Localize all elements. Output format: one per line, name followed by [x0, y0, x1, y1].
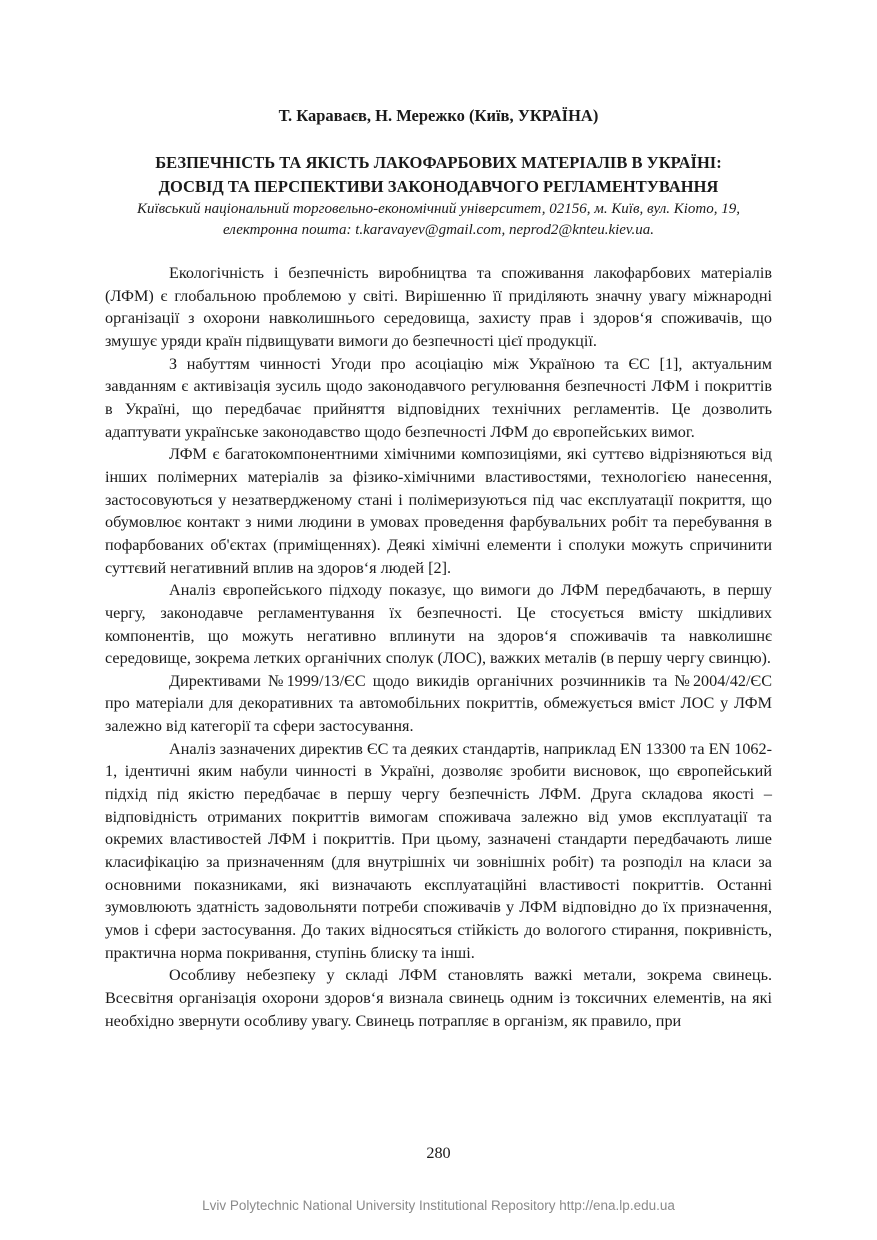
affiliation-line-2: електронна пошта: t.karavayev@gmail.com, neprod2@knteu.kiev.ua. — [223, 222, 654, 238]
paragraph-2: З набуттям чинності Угоди про асоціацію між Україною та ЄС [1], актуальним завданням є активізація зусиль щодо законодавчого регулювання безпечності ЛФМ і покриттів в Україні, що передбачає прийняття відповідних технічних регламентів. Це дозволить адаптувати українське законодавство щодо безпечності ЛФМ до європейських вимог. — [105, 354, 772, 441]
title-line-2: ДОСВІД ТА ПЕРСПЕКТИВИ ЗАКОНОДАВЧОГО РЕГЛАМЕНТУВАННЯ — [158, 177, 719, 196]
paragraph-7: Особливу небезпеку у складі ЛФМ становлять важкі метали, зокрема свинець. Всесвітня організація охорони здоров‘я визнала свинець одним із токсичних елементів, на які необхідно звернути особливу увагу. Свинець потрапляє в організм, як правило, при — [105, 966, 772, 1030]
repository-footer: Lviv Polytechnic National University Institutional Repository http://ena.lp.edu.ua — [202, 1198, 675, 1213]
paragraph-6: Аналіз зазначених директив ЄС та деяких стандартів, наприклад EN 13300 та EN 1062-1, ідентичні яким набули чинності в Україні, дозволяє зробити висновок, що європейський підхід під якістю передбачає в першу чергу безпечність ЛФМ. Друга складова якості – відповідність отриманих покриттів вимогам споживача залежно від умов експлуатації та окремих властивостей ЛФМ і покриттів. При цьому, зазначені стандарти передбачають лише класифікацію за призначенням (для внутрішніх чи зовнішніх робіт) та розподіл на класи за основними показниками, які визначають експлуатаційні властивості покриттів. Останні зумовлюють здатність задовольняти потреби споживачів у ЛФМ відповідно до їх призначення, умов і сфери застосування. До таких відносяться стійкість до вологого стирання, покривність, практична норма покривання, ступінь блиску та інші. — [105, 739, 772, 962]
paragraph-1: Екологічність і безпечність виробництва та споживання лакофарбових матеріалів (ЛФМ) є глобальною проблемою у світі. Вирішенню її приділяють значну увагу міжнародні організації з охорони навколишнього середовища, захисту прав і здоров‘я споживачів, що змушує уряди країн підвищувати вимоги до безпечності цієї продукції. — [105, 264, 772, 350]
paper-title — [0, 151, 877, 199]
body-text — [105, 262, 772, 1032]
affiliation — [0, 199, 877, 241]
paragraph-5: Директивами №1999/13/ЄС щодо викидів органічних розчинників та №2004/42/ЄС про матеріали для декоративних та автомобільних покриттів, обмежується вміст ЛОС у ЛФМ залежно від категорії та сфери застосування. — [105, 671, 772, 736]
page-number: 280 — [426, 1144, 451, 1162]
paragraph-3: ЛФМ є багатокомпонентними хімічними композиціями, які суттєво відрізняються від інших полімерних матеріалів за фізико-хімічними властивостями, технологією нанесення, застосовуються у незатвердженому стані і полімеризуються під час експлуатації покриття, що обумовлює контакт з ними людини в умовах проведення фарбувальних робіт та перебування в пофарбованих об'єктах (приміщеннях). Деякі хімічні елементи і сполуки можуть спричинити суттєвий негативний вплив на здоров‘я людей [2]. — [105, 445, 772, 577]
paragraph-4: Аналіз європейського підходу показує, що вимоги до ЛФМ передбачають, в першу чергу, законодавче регламентування їх безпечності. Це стосується вмісту шкідливих компонентів, що можуть негативно вплинути на здоров‘я споживачів та навколишнє середовище, зокрема летких органічних сполук (ЛОС), важких металів (в першу чергу свинцю). — [105, 581, 772, 668]
affiliation-line-1: Київський національний торговельно-економічний університет, 02156, м. Київ, вул. Кіото, 19, — [137, 201, 740, 217]
authors-line: Т. Караваєв, Н. Мережко (Київ, УКРАЇНА) — [278, 106, 599, 125]
title-line-1: БЕЗПЕЧНІСТЬ ТА ЯКІСТЬ ЛАКОФАРБОВИХ МАТЕРІАЛІВ В УКРАЇНІ: — [155, 153, 722, 172]
